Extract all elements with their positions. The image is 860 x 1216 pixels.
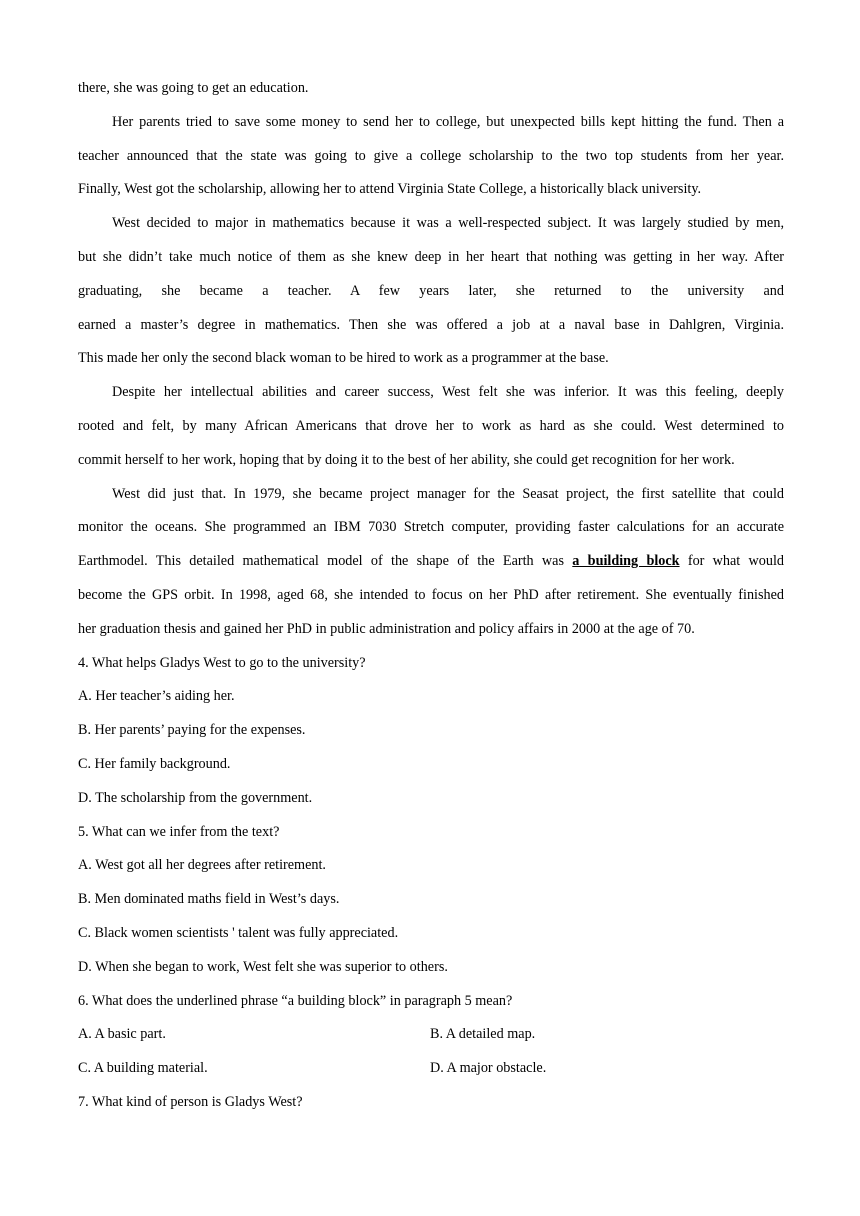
- question-6-option-b: B. A detailed map.: [430, 1026, 536, 1043]
- paragraph-5-line-3-end: for what would: [679, 553, 785, 570]
- paragraph-5-line-3-start: Earthmodel. This detailed mathematical model of the shape of the Earth was: [78, 553, 573, 570]
- question-6-stem: 6. What does the underlined phrase “a building block” in paragraph 5 mean?: [78, 992, 513, 1009]
- question-6-option-d: D. A major obstacle.: [430, 1060, 547, 1077]
- paragraph-2-line-2: teacher announced that the state was going to give a college scholarship to the two top students from her year.: [78, 147, 784, 164]
- paragraph-5-line-2: monitor the oceans. She programmed an IBM 7030 Stretch computer, providing faster calculations for an accurate: [78, 519, 784, 536]
- paragraph-3-line-5: This made her only the second black woman to be hired to work as a programmer at the base.: [78, 350, 609, 367]
- question-6-options-row-1: [78, 1018, 784, 1052]
- paragraph-4-line-1: Despite her intellectual abilities and career success, West felt she was inferior. It was this feeling, deeply: [112, 384, 784, 401]
- document-page: [78, 72, 784, 1120]
- paragraph-3-line-3: graduating, she became a teacher. A few years later, she returned to the university and: [78, 282, 784, 299]
- question-4-option-d: D. The scholarship from the government.: [78, 789, 313, 806]
- question-5-option-d: D. When she began to work, West felt she was superior to others.: [78, 958, 448, 975]
- paragraph-2-line-3: Finally, West got the scholarship, allowing her to attend Virginia State College, a historically black university.: [78, 181, 702, 198]
- paragraph-5-line-1: West did just that. In 1979, she became project manager for the Seasat project, the first satellite that could: [112, 485, 784, 502]
- question-4-option-a: A. Her teacher’s aiding her.: [78, 688, 235, 705]
- paragraph-2-line-1: Her parents tried to save some money to send her to college, but unexpected bills kept hitting the fund. Then a: [112, 113, 784, 130]
- paragraph-5-line-4: become the GPS orbit. In 1998, aged 68, she intended to focus on her PhD after retirement. She eventually finished: [78, 586, 784, 603]
- paragraph-5-line-5: her graduation thesis and gained her PhD in public administration and policy affairs in 2000 at the age of 70.: [78, 620, 695, 637]
- question-7-stem: 7. What kind of person is Gladys West?: [78, 1093, 303, 1110]
- paragraph-4-line-2: rooted and felt, by many African Americans that drove her to work as hard as she could. West determined to: [78, 417, 784, 434]
- question-4-stem: 4. What helps Gladys West to go to the university?: [78, 654, 366, 671]
- paragraph-5-line-3: [78, 545, 784, 579]
- paragraph-4-line-3: commit herself to her work, hoping that by doing it to the best of her ability, she could get recognition for her work.: [78, 451, 735, 468]
- question-5-option-a: A. West got all her degrees after retirement.: [78, 857, 326, 874]
- underlined-phrase: a building block: [572, 553, 680, 570]
- question-4-option-c: C. Her family background.: [78, 755, 231, 772]
- question-5-option-c: C. Black women scientists ' talent was fully appreciated.: [78, 924, 399, 941]
- paragraph-3-line-1: West decided to major in mathematics because it was a well-respected subject. It was largely studied by men,: [112, 215, 784, 232]
- question-6-options-row-2: [78, 1052, 784, 1086]
- question-6-option-c: C. A building material.: [78, 1060, 208, 1077]
- question-4-option-b: B. Her parents’ paying for the expenses.: [78, 722, 306, 739]
- question-6-option-a: A. A basic part.: [78, 1026, 166, 1043]
- paragraph-3-line-2: but she didn’t take much notice of them as she knew deep in her heart that nothing was getting in her way. After: [78, 248, 784, 265]
- question-5-option-b: B. Men dominated maths field in West’s days.: [78, 891, 340, 908]
- paragraph-1-tail: there, she was going to get an education.: [78, 80, 309, 96]
- paragraph-3-line-4: earned a master’s degree in mathematics. Then she was offered a job at a naval base in Dahlgren, Virginia.: [78, 316, 784, 333]
- question-5-stem: 5. What can we infer from the text?: [78, 823, 280, 840]
